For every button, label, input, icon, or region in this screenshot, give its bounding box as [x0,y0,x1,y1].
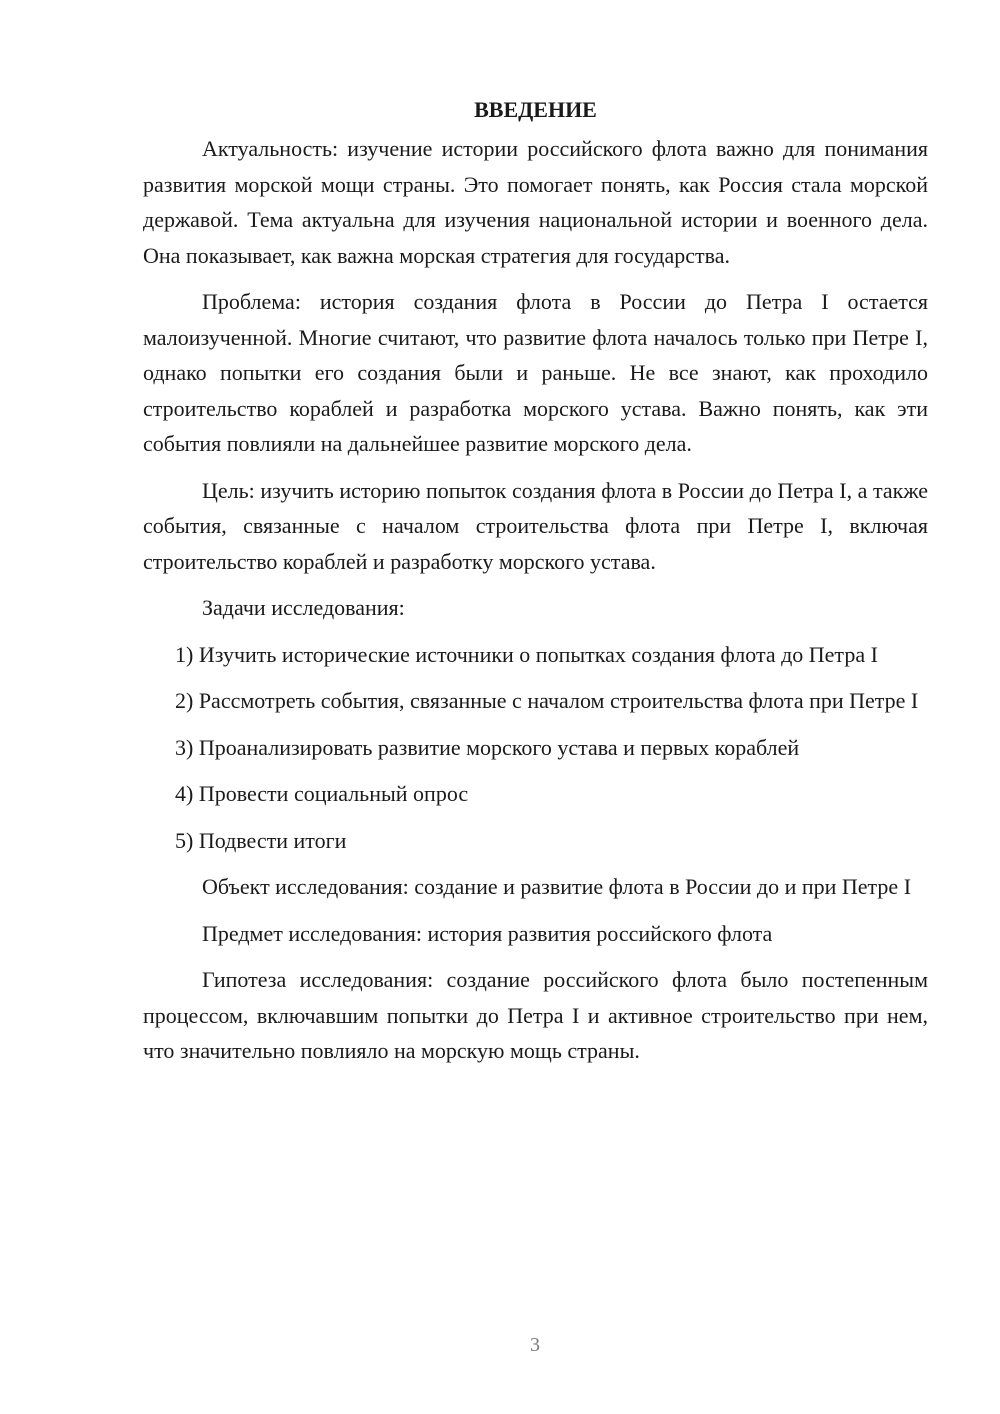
paragraph-relevance: Актуальность: изучение истории российского флота важно для понимания развития морской мощи страны. Это помогает понять, как Россия стала морской державой. Тема актуальна для изучения национальной истории и военного дела. Она показывает, как важна морская стратегия для государства. [143,136,928,268]
document-page [143,92,928,1080]
task-item: 3) Проанализировать развитие морского устава и первых кораблей [175,734,800,760]
task-item: 4) Провести социальный опрос [175,781,469,806]
paragraph-goal: Цель: изучить историю попыток создания флота в России до Петра I, а также события, связанные с началом строительства флота при Петре I, включая строительство кораблей и разработку морского устава. [143,477,928,574]
paragraph-hypothesis: Гипотеза исследования: создание российского флота было постепенным процессом, включавшим попытки до Петра I и активное строительство при нем, что значительно повлияло на морскую мощь страны. [143,967,928,1063]
task-item: 5) Подвести итоги [175,827,347,853]
tasks-heading: Задачи исследования: [202,595,405,620]
section-heading: ВВЕДЕНИЕ [474,97,597,122]
page-number: 3 [530,1334,540,1356]
task-item: 2) Рассмотреть события, связанные с началом строительства флота при Петре I [175,688,919,713]
task-item: 1) Изучить исторические источники о попытках создания флота до Петра I [175,641,878,667]
paragraph-object: Объект исследования: создание и развитие флота в России до и при Петре I [202,874,912,899]
paragraph-subject: Предмет исследования: история развития российского флота [202,920,773,946]
paragraph-problem: Проблема: история создания флота в России до Петра I остается малоизученной. Многие считают, что развитие флота началось только при Петре I, однако попытки его создания были и раньше. Не все знают, как проходило строительство кораблей и разработка морского устава. Важно понять, как эти события повлияли на дальнейшее развитие морского дела. [143,289,928,456]
